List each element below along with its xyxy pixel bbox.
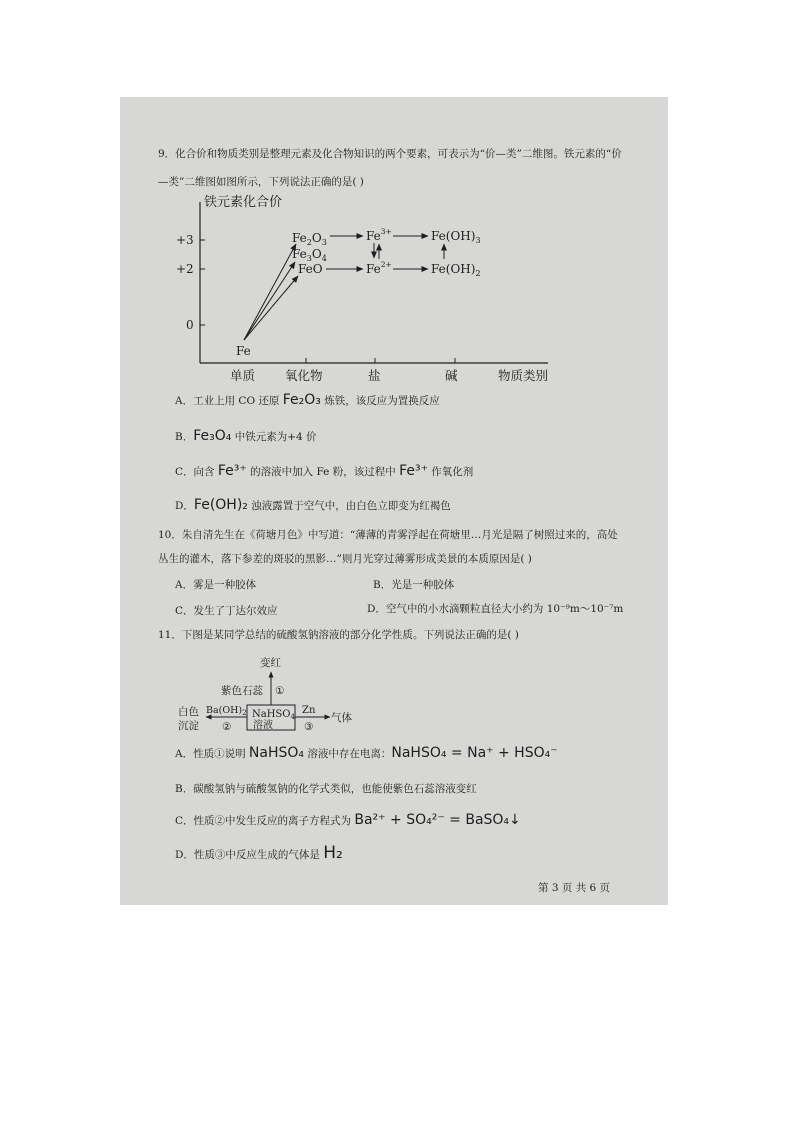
q11-stem: 11．下图是某同学总结的硫酸氢钠溶液的部分化学性质。下列说法正确的是( )	[158, 629, 519, 641]
q10-stem-line2: 丛生的灌木，落下参差的斑驳的黑影…”则月光穿过薄雾形成美景的本质原因是( )	[158, 553, 532, 565]
reagent-zn: Zn	[302, 705, 316, 716]
q11-option-a[interactable]: A．性质①说明 NaHSO₄ 溶液中存在电离：NaHSO₄ = Na⁺ + HSO₄⁻	[175, 745, 558, 761]
q9-stem-line2: —类”二维图如图所示，下列说法正确的是( )	[158, 176, 364, 188]
y-tick-plus3: +3	[176, 233, 194, 247]
species-fe2o3: $Fe_2O_3$	[292, 231, 327, 247]
species-fe: Fe	[236, 344, 251, 358]
x-tick-salt: 盐	[368, 368, 381, 383]
reagent-baoh2: $Ba(OH)_2$	[206, 705, 247, 717]
q10-option-b[interactable]: B．光是一种胶体	[373, 579, 455, 591]
q9-stem-line1: 9．化合价和物质类别是整理元素及化合物知识的两个要素，可表示为“价—类”二维图。铁元素的“价	[158, 148, 622, 160]
species-fe2plus: $Fe^{2+}$	[366, 260, 392, 276]
property-1-marker: ①	[275, 685, 285, 697]
x-tick-oxide: 氧化物	[285, 368, 323, 383]
y-axis-title: 铁元素化合价	[204, 195, 283, 210]
box-solution: 溶液	[253, 720, 273, 731]
litmus-result: 变红	[260, 657, 281, 669]
x-axis-title: 物质类别	[498, 368, 549, 383]
q9-option-b[interactable]: B．Fe₃O₄ 中铁元素为+4 价	[175, 428, 317, 444]
reagent-litmus: 紫色石蕊	[221, 685, 263, 697]
iron-valence-class-diagram	[120, 192, 668, 392]
property-3-marker: ③	[304, 721, 314, 733]
q9-option-d[interactable]: D．Fe(OH)₂ 浊液露置于空气中，由白色立即变为红褐色	[175, 497, 451, 513]
page-number: 第 3 页 共 6 页	[538, 882, 611, 894]
exam-page	[120, 97, 668, 905]
q10-stem-line1: 10．朱自清先生在《荷塘月色》中写道：“薄薄的青雾浮起在荷塘里…月光是隔了树照过来的，高处	[158, 529, 618, 541]
product-precipitate-2: 沉淀	[178, 720, 199, 732]
x-tick-elemental: 单质	[230, 368, 256, 383]
property-2-marker: ②	[222, 721, 232, 733]
q9-option-a[interactable]: A．工业上用 CO 还原 Fe₂O₃ 炼铁，该反应为置换反应	[175, 392, 440, 408]
species-fe3plus: $Fe^{3+}$	[366, 227, 392, 243]
product-gas: 气体	[331, 712, 352, 724]
q11-option-c[interactable]: C．性质②中发生反应的离子方程式为 Ba²⁺ + SO₄²⁻ = BaSO₄↓	[175, 812, 521, 828]
q9-option-c[interactable]: C．向含 Fe³⁺ 的溶液中加入 Fe 粉，该过程中 Fe³⁺ 作氧化剂	[175, 463, 474, 479]
species-feoh3: $Fe(OH)_3$	[431, 229, 481, 245]
y-tick-plus2: +2	[176, 262, 194, 276]
q10-option-a[interactable]: A．雾是一种胶体	[175, 579, 257, 591]
q10-option-c[interactable]: C．发生了丁达尔效应	[175, 605, 278, 617]
q10-option-d[interactable]: D．空气中的小水滴颗粒直径大小约为 10⁻⁹m～10⁻⁷m	[367, 603, 624, 615]
nahso4-properties-diagram	[120, 652, 668, 742]
species-feoh2: $Fe(OH)_2$	[431, 262, 481, 278]
y-tick-0: 0	[186, 318, 194, 332]
product-precipitate-1: 白色	[178, 706, 199, 718]
x-tick-base: 碱	[445, 368, 458, 383]
species-feo: FeO	[298, 262, 323, 276]
box-formula: NaHSO$_4$	[252, 709, 295, 721]
species-fe3o4: $Fe_3O_4$	[292, 247, 327, 263]
q11-option-b[interactable]: B．碳酸氢钠与硫酸氢钠的化学式类似，也能使紫色石蕊溶液变红	[175, 783, 477, 795]
q11-option-d[interactable]: D．性质③中反应生成的气体是 H₂	[175, 843, 343, 863]
